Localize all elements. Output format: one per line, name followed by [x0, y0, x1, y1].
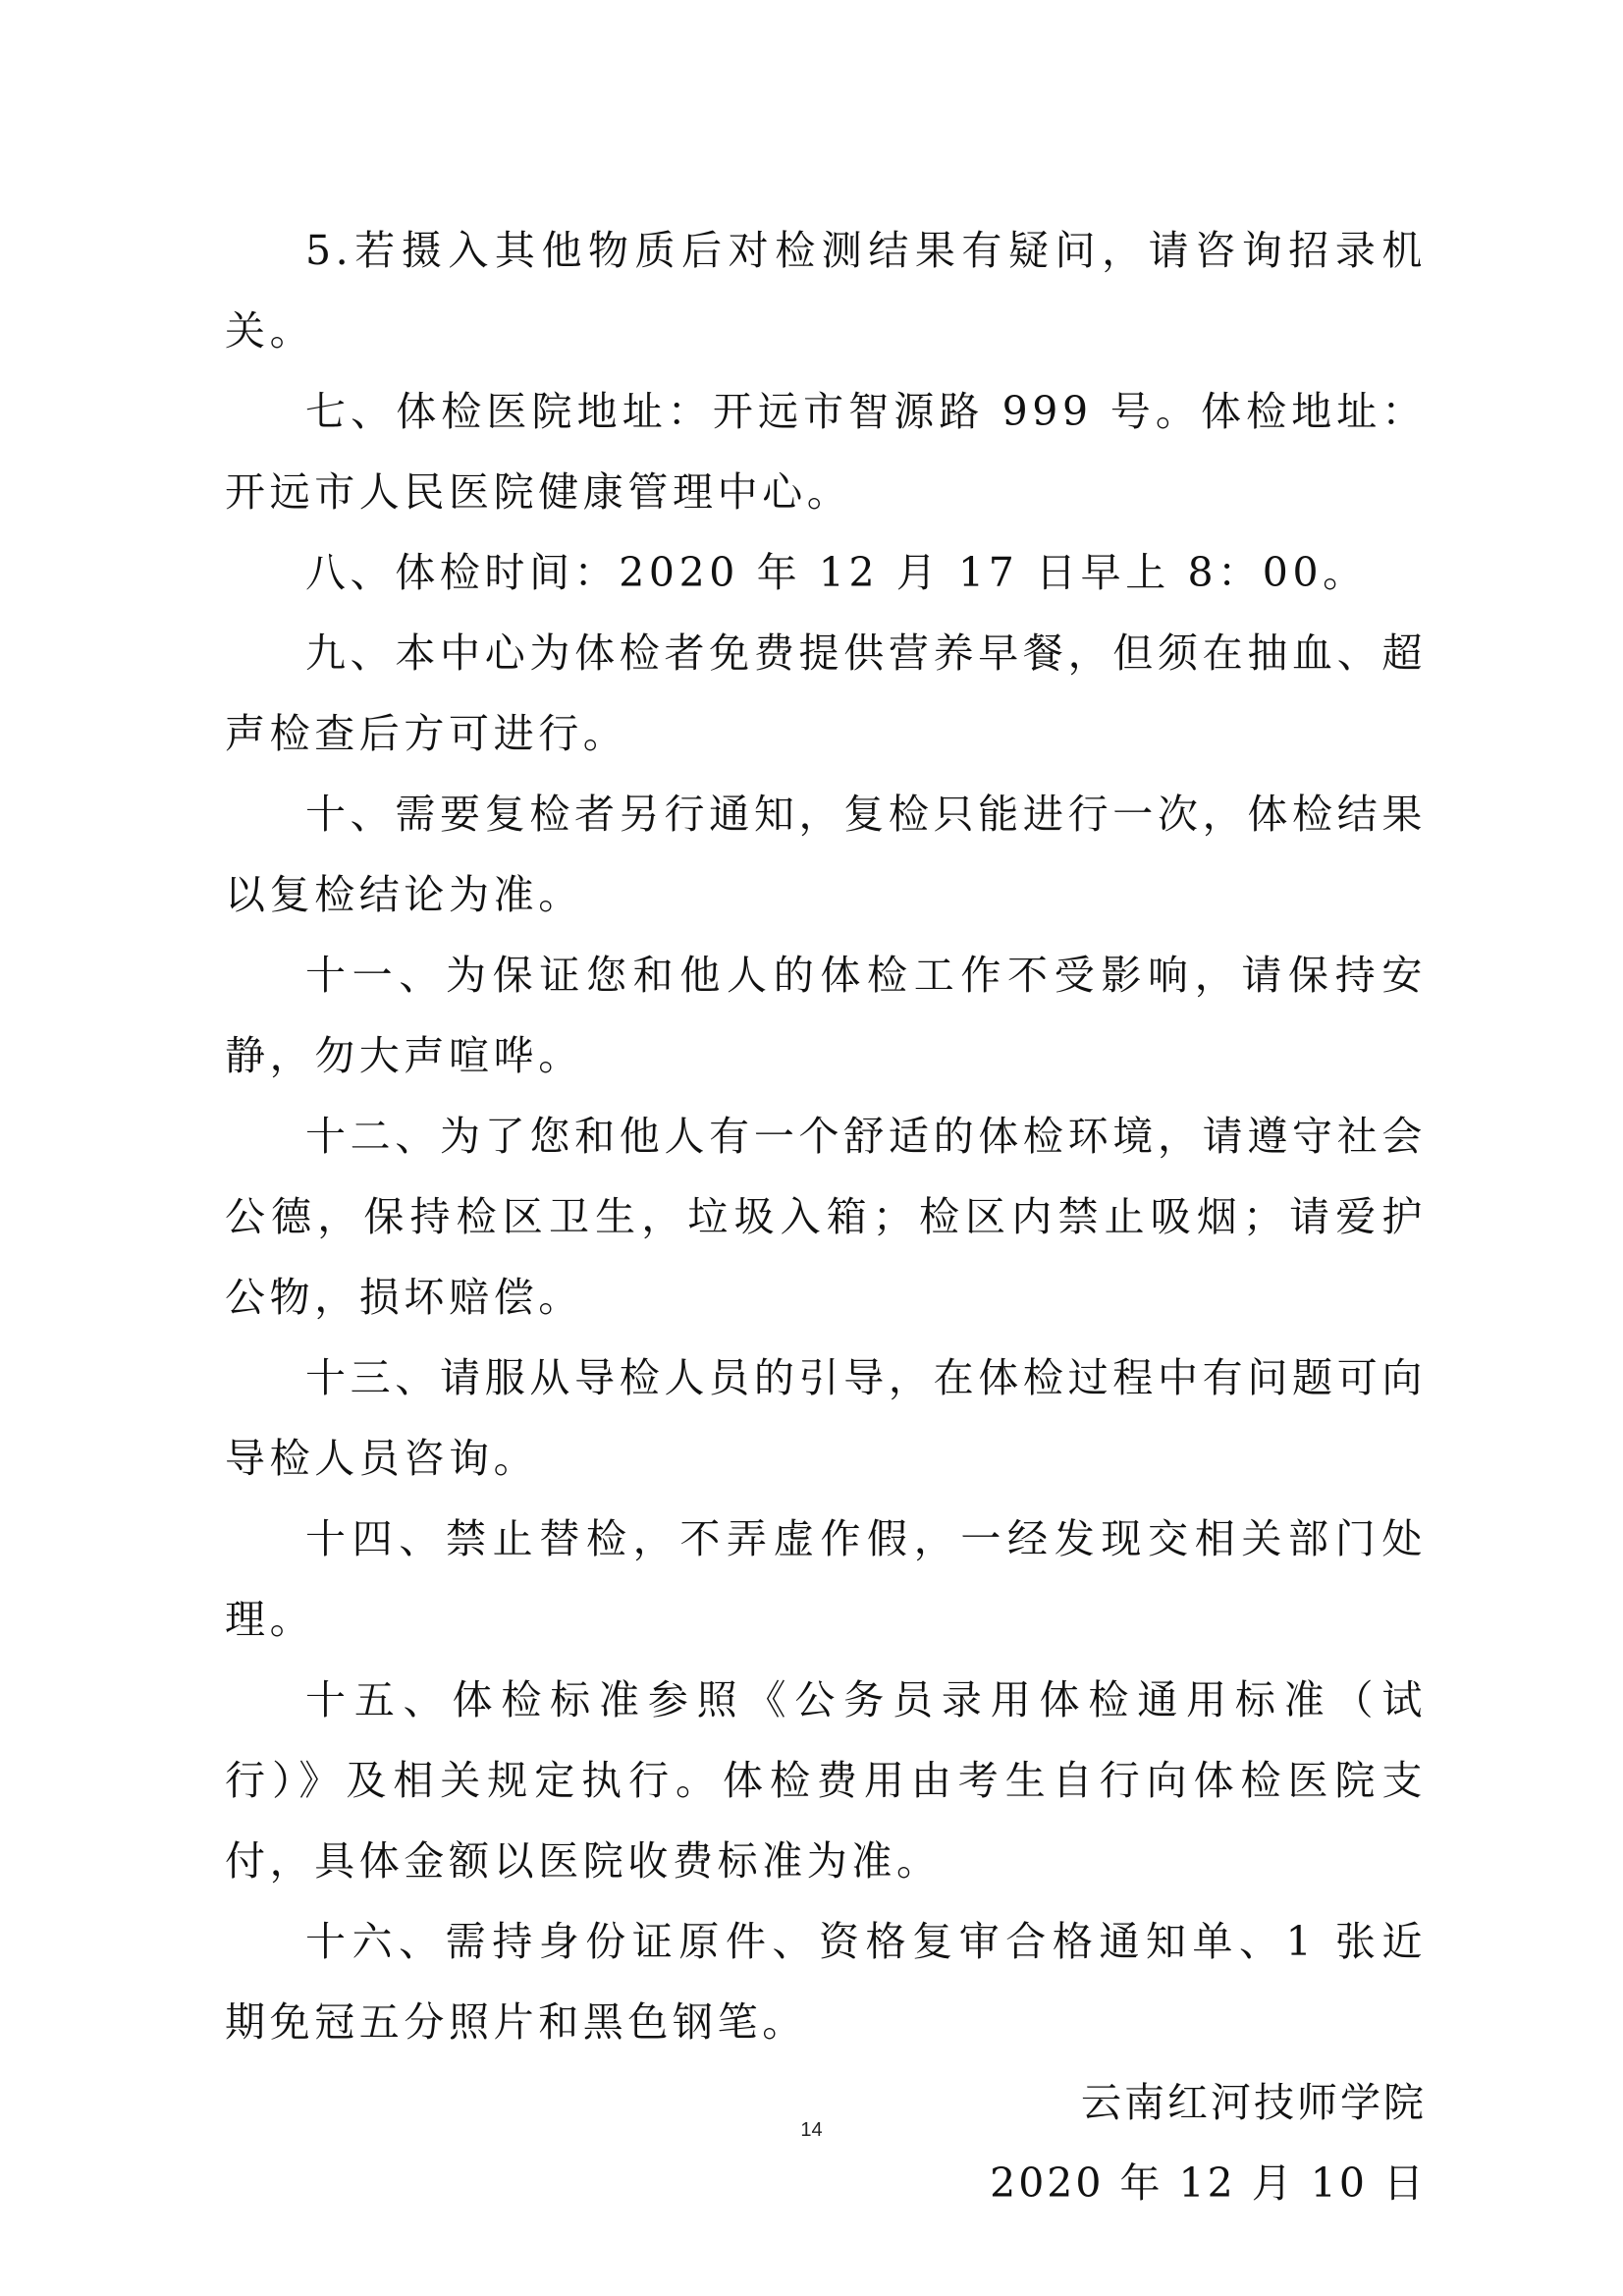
signature-date: 2020 年 12 月 10 日 [990, 2159, 1427, 2207]
paragraph-fifteen: 十五、体检标准参照《公务员录用体检通用标准（试行）》及相关规定执行。体检费用由考生自行向体检医院支付，具体金额以医院收费标准为准。 [225, 1676, 1427, 1885]
paragraph-thirteen: 十三、请服从导检人员的引导，在体检过程中有问题可向导检人员咨询。 [225, 1354, 1427, 1482]
page-number: 14 [800, 2119, 823, 2141]
paragraph-item-5: 5.若摄入其他物质后对检测结果有疑问，请咨询招录机关。 [225, 227, 1427, 355]
document-body [225, 210, 1427, 2223]
signature-organization: 云南红河技师学院 [1081, 2079, 1427, 2126]
paragraph-nine: 九、本中心为体检者免费提供营养早餐，但须在抽血、超声检查后方可进行。 [225, 629, 1427, 757]
paragraph-fourteen: 十四、禁止替检，不弄虚作假，一经发现交相关部门处理。 [225, 1515, 1427, 1643]
paragraph-seven: 七、体检医院地址：开远市智源路 999 号。体检地址：开远市人民医院健康管理中心。 [225, 388, 1427, 516]
paragraph-sixteen: 十六、需持身份证原件、资格复审合格通知单、1 张近期免冠五分照片和黑色钢笔。 [225, 1918, 1427, 2046]
paragraph-ten: 十、需要复检者另行通知，复检只能进行一次，体检结果以复检结论为准。 [225, 791, 1427, 918]
paragraph-eight: 八、体检时间：2020 年 12 月 17 日早上 8：00。 [305, 549, 1368, 596]
paragraph-eleven: 十一、为保证您和他人的体检工作不受影响，请保持安静，勿大声喧哗。 [225, 952, 1427, 1079]
paragraph-twelve: 十二、为了您和他人有一个舒适的体检环境，请遵守社会公德，保持检区卫生，垃圾入箱；检区内禁止吸烟；请爱护公物，损坏赔偿。 [225, 1113, 1427, 1321]
